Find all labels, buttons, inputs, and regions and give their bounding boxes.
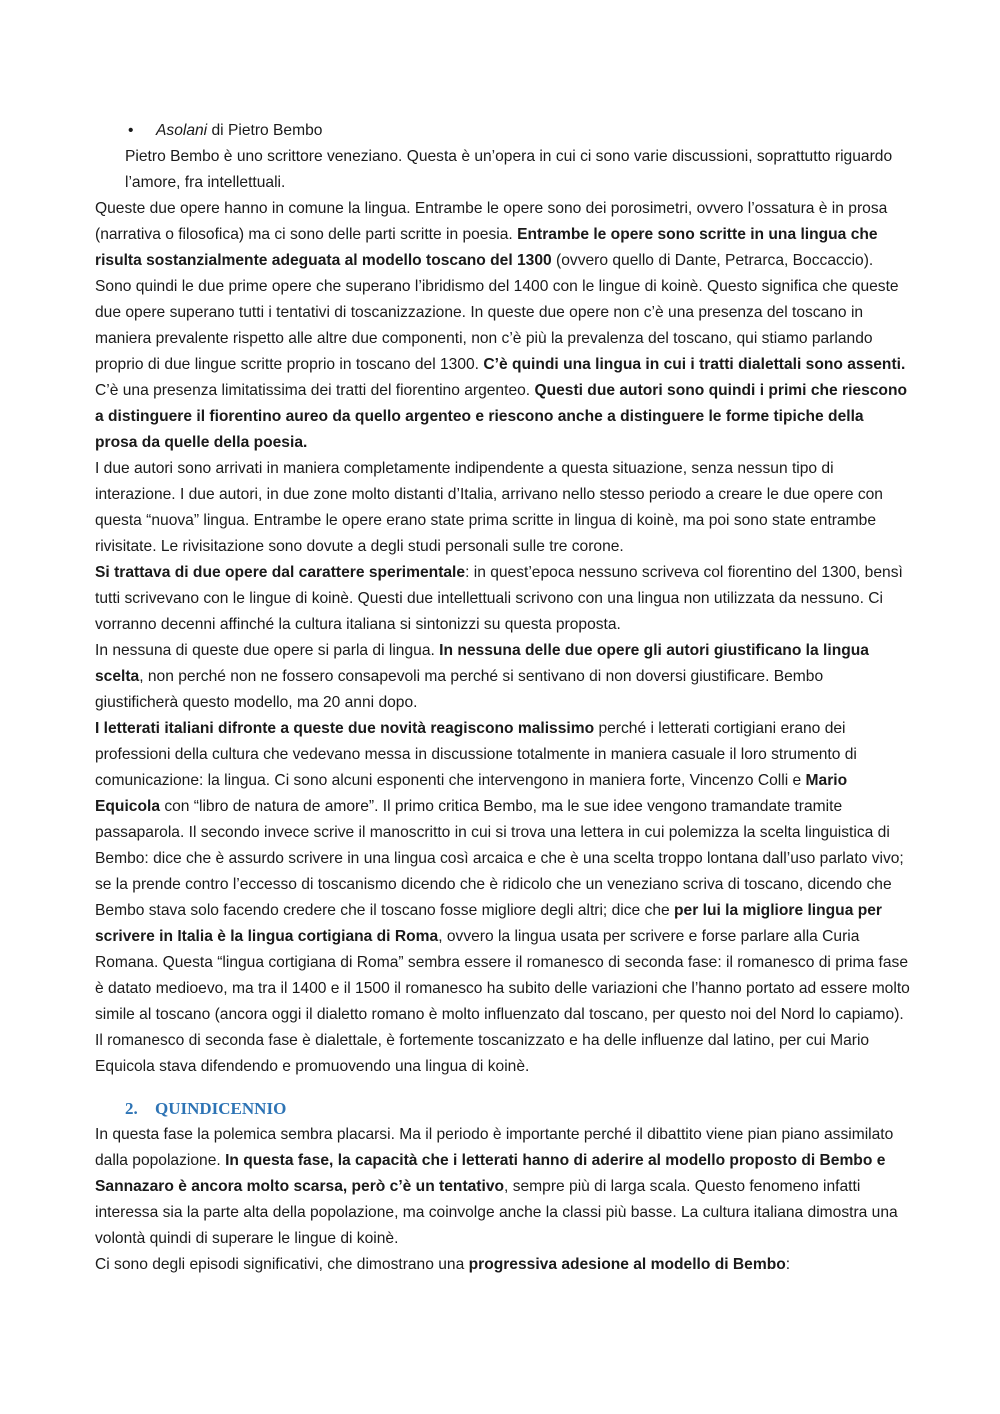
paragraph-7 xyxy=(95,1252,910,1278)
text-run: : in quest’epoca nessuno scriveva col fiorentino del 1300, bensì tutti scrivevano con le lingue di koinè. Questi due intellettuali scrivono con una lingua non utilizzata da nessuno. Ci vorranno decenni affinché la cultura italiana si sintonizzi su questa proposta. xyxy=(95,564,903,633)
text-run: con “libro de natura de amore”. Il primo critica Bembo, ma le sue idee vengono tramandate tramite passaparola. Il secondo invece scrive il manoscritto in cui si trova una lettera in cui polemizza la scelta linguistica di Bembo: dice che è assurdo scrivere in una lingua così arcaica e che è una scelta troppo lontana dall’uso parlato vivo; se la prende contro l’eccesso di toscanismo dicendo che è ridicolo che un veneziano scriva di toscano, dicendo che Bembo stava solo facendo credere che il toscano fosse migliore degli altri; dice che xyxy=(95,798,904,919)
bold-run: In nessuna delle due opere gli autori giustificano la lingua scelta xyxy=(95,642,869,685)
bold-run: per lui la migliore lingua per scrivere in Italia è la lingua cortigiana di Roma xyxy=(95,902,882,945)
work-author: di Pietro Bembo xyxy=(207,122,323,139)
section-number: 2. xyxy=(125,1099,138,1118)
paragraph-1 xyxy=(95,196,910,456)
text-run: : xyxy=(785,1256,791,1273)
bold-run: Questi due autori sono quindi i primi che riescono a distinguere il fiorentino aureo da quello argenteo e riescono anche a distinguere le forme tipiche della prosa da quelle della poesia. xyxy=(95,382,908,451)
paragraph-5 xyxy=(95,716,910,1080)
document-page xyxy=(95,118,910,1278)
text-run: In questa fase la polemica sembra placarsi. Ma il periodo è importante perché il dibattito viene pian piano assimilato dalla popolazione. xyxy=(95,1126,894,1169)
bold-run: I letterati italiani difronte a queste due novità reagiscono malissimo xyxy=(95,720,595,737)
text-run: , ovvero la lingua usata per scrivere e forse parlare alla Curia Romana. Questa “lingua cortigiana di Roma” sembra essere il romanesco di seconda fase: il romanesco di prima fase è datato medioevo, ma tra il 1400 e il 1500 il romanesco ha subito delle variazioni che l’hanno portato ad essere molto simile al toscano (ancora oggi il dialetto romano è molto influenzato dal toscano, per questo noi del Nord lo capiamo). Il romanesco di seconda fase è dialettale, è fortemente toscanizzato e ha delle influenze dal latino, per cui Mario Equicola stava difendendo e promuovendo una lingua di koinè. xyxy=(95,928,910,1075)
bullet-item xyxy=(95,118,910,144)
bold-run: In questa fase, la capacità che i letterati hanno di aderire al modello proposto di Bembo e Sannazaro è ancora molto scarsa, però c’è un tentativo xyxy=(95,1152,886,1195)
bold-run: Entrambe le opere sono scritte in una lingua che risulta sostanzialmente adeguata al modello toscano del 1300 xyxy=(95,226,878,269)
bullet-dot-icon: • xyxy=(128,122,134,139)
bold-run: Si trattava di due opere dal carattere sperimentale xyxy=(95,564,466,581)
paragraph-3 xyxy=(95,560,910,638)
text-run: Ci sono degli episodi significativi, che dimostrano una xyxy=(95,1256,469,1273)
text-run: In nessuna di queste due opere si parla di lingua. xyxy=(95,642,440,659)
text-run: perché i letterati cortigiani erano dei professioni della cultura che vedevano messa in discussione totalmente in maniera casuale il loro strumento di comunicazione: la lingua. Ci sono alcuni esponenti che intervengono in maniera forte, Vincenzo Colli e xyxy=(95,720,857,789)
text-run: Queste due opere hanno in comune la lingua. Entrambe le opere sono dei porosimetri, ovvero l’ossatura è in prosa (narrativa o filosofica) ma ci sono delle parti scritte in poesia. xyxy=(95,200,888,243)
bold-run: progressiva adesione al modello di Bembo xyxy=(468,1256,786,1273)
paragraph-4 xyxy=(95,638,910,716)
section-heading xyxy=(95,1096,910,1122)
bold-run: C’è quindi una lingua in cui i tratti dialettali sono assenti. xyxy=(483,356,906,373)
text-run: (ovvero quello di Dante, Petrarca, Boccaccio). Sono quindi le due prime opere che superano l’ibridismo del 1400 con le lingue di koinè. Questo significa che queste due opere superano tutti i tentativi di toscanizzazione. In queste due opere non c’è una presenza del toscano in maniera prevalente rispetto alle altre due componenti, non c’è più la prevalenza del toscano, qui stiamo parlando proprio di due lingue scritte proprio in toscano del 1300. xyxy=(95,252,899,373)
paragraph-6 xyxy=(95,1122,910,1252)
section-title: QUINDICENNIO xyxy=(155,1099,287,1118)
text-run: , non perché non ne fossero consapevoli ma perché si sentivano di non doversi giustificare. Bembo giustificherà questo modello, ma 20 anni dopo. xyxy=(95,668,824,711)
paragraph-2: I due autori sono arrivati in maniera completamente indipendente a questa situazione, senza nessun tipo di interazione. I due autori, in due zone molto distanti d’Italia, arrivano nello stesso periodo a creare le due opere con questa “nuova” lingua. Entrambe le opere erano state prima scritte in lingua di koinè, ma poi sono state entrambe rivisitate. Le rivisitazione sono dovute a degli studi personali sulle tre corone. xyxy=(95,460,883,555)
text-run: , sempre più di larga scala. Questo fenomeno infatti interessa sia la parte alta della popolazione, ma coinvolge anche la classi più basse. La cultura italiana dimostra una volontà quindi di superare le lingue di koinè. xyxy=(95,1178,898,1247)
text-run: C’è una presenza limitatissima dei tratti del fiorentino argenteo. xyxy=(95,382,535,399)
bold-run: Mario Equicola xyxy=(95,772,848,815)
bullet-description: Pietro Bembo è uno scrittore veneziano. Questa è un’opera in cui ci sono varie discussioni, soprattutto riguardo l’amore, fra intellettuali. xyxy=(125,148,893,191)
work-title: Asolani xyxy=(156,122,208,139)
